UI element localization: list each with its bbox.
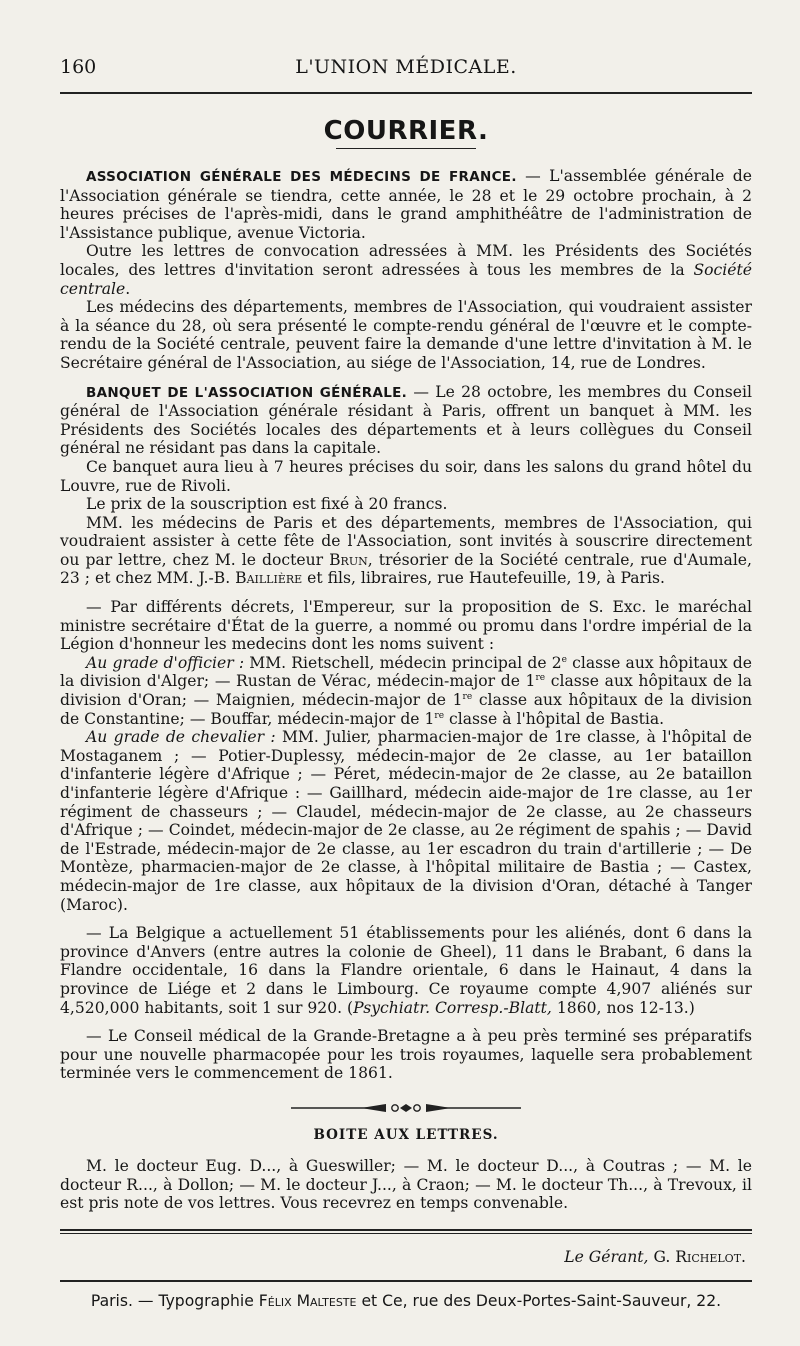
paragraph-text: MM. les médecins de Paris et des départements, membres de l'Association, qui voudraient assister à cette fête de l'Association, sont invités à souscrire directement ou par lettre, chez M. le docteur: [60, 513, 752, 569]
paragraph-text: MM. Rietschell, médecin principal de 2: [244, 653, 562, 672]
kicker-association: ASSOCIATION GÉNÉRALE DES MÉDECINS DE FRANCE.: [86, 169, 517, 185]
paragraph-text: — La Belgique a actuellement 51 établissements pour les aliénés, dont 6 dans la province d'Anvers (entre autres la colonie de Gheel), 11 dans le Brabant, 6 dans la Flandre occidentale, 16 dans la Flandre orientale, 6 dans le Hainaut, 4 dans la province de Liége et 2 dans le Limbourg. Ce royaume compte 4,907 aliénés sur 4,520,000 habitants, soit 1 sur 920. (: [60, 924, 752, 1017]
paragraph-text: — Le 28 octobre, les membres du Conseil général de l'Association générale résidant à Paris, offrent un banquet à MM. les Présidents des Sociétés locales des départements et à leurs collègues du Conseil général ne résidant pas dans la capitale.: [60, 382, 752, 458]
paragraph-text: .: [125, 279, 131, 298]
paragraph-pharmacopee: — Le Conseil médical de la Grande-Bretagne a à peu près terminé ses préparatifs pour une nouvelle pharmacopée pour les trois royaumes, laquelle sera probablement terminée vers le commencement de 1861.: [60, 1027, 752, 1083]
paragraph-text: et fils, libraires, rue Hautefeuille, 19, à Paris.: [302, 569, 665, 588]
running-head: [60, 56, 752, 84]
superscript: e: [561, 654, 567, 665]
paragraph-souscription: Le prix de la souscription est fixé à 20 francs.: [86, 495, 448, 514]
superscript: re: [535, 673, 546, 684]
header-rule: [60, 92, 752, 94]
italic-grade-chevalier: Au grade de chevalier :: [86, 728, 276, 747]
imprint-text: et Ce, rue des Deux-Portes-Saint-Sauveur, 22.: [356, 1291, 722, 1310]
page-number: 160: [60, 56, 97, 78]
paragraph-boite-aux-lettres: M. le docteur Eug. D..., à Gueswiller; — M. le docteur D..., à Coutras ; — M. le docteur R..., à Dollon; — M. le docteur J..., à Craon; — M. le docteur Th..., à Trevoux, il est pris note de vos lettres. Vous recevrez en temps convenable.: [60, 1156, 752, 1213]
paragraph-text: Outre les lettres de convocation adressées à MM. les Présidents des Sociétés locales, des lettres d'invitation seront adressées à tous les membres de la: [60, 242, 752, 279]
paragraph-text: classe aux hôpitaux de la division d'Oran; — Maignien, médecin-major de 1: [60, 672, 752, 710]
imprint-text: Paris. — Typographie: [90, 1291, 259, 1310]
paragraph-assemblee: [60, 167, 752, 242]
paragraph-banquet-lieu: Ce banquet aura lieu à 7 heures précises du soir, dans les salons du grand hôtel du Louvre, rue de Rivoli.: [60, 457, 752, 495]
signature: [60, 1248, 752, 1266]
imprint: [60, 1292, 752, 1310]
paragraph-officier: [60, 654, 752, 728]
ornament-icon: [291, 1101, 521, 1115]
running-title: L'UNION MÉDICALE.: [295, 56, 517, 78]
italic-societe: Société centrale: [60, 260, 752, 298]
paragraph-inscription: [60, 514, 752, 588]
title-underline: [336, 148, 476, 149]
superscript: re: [434, 710, 445, 721]
ornament-divider: [291, 1101, 521, 1115]
signature-label: Le Gérant,: [564, 1247, 649, 1266]
imprint-rule: [60, 1280, 752, 1282]
name-bailliere: Baillière: [235, 569, 303, 588]
paragraph-text: classe aux hôpitaux de la division de Constantine; — Bouffar, médecin-major de 1: [60, 691, 753, 728]
superscript: re: [462, 691, 473, 702]
footer-double-rule: [60, 1229, 752, 1234]
paragraph-departements: Les médecins des départements, membres de l'Association, qui voudraient assister à la séance du 28, où sera présenté le compte-rendu général de l'œuvre et le compte-rendu de la Société centrale, peuvent faire la demande d'une lettre d'invitation à M. le Secrétaire général de l'Association, au siége de l'Association, 14, rue de Londres.: [60, 298, 752, 372]
paragraph-text: 1860, nos 12-13.): [551, 998, 695, 1017]
paragraph-text: — L'assemblée générale de l'Association générale se tiendra, cette année, le 28 et le 29 octobre prochain, à 2 heures précises de l'après-midi, dans le grand amphithéâtre de l'administration de l'Assistance publique, avenue Victoria.: [60, 167, 752, 242]
paragraph-text: classe aux hôpitaux de la division d'Alger; — Rustan de Vérac, médecin-major de 1: [60, 653, 753, 691]
signature-name: G. Richelot.: [653, 1247, 746, 1266]
paragraph-chevalier: [60, 728, 752, 914]
name-brun: Brun: [329, 550, 368, 569]
paragraph-text: , trésorier de la Société centrale, rue d'Aumale, 23 ; et chez MM. J.-B.: [60, 550, 752, 588]
paragraph-banquet: [60, 383, 752, 458]
paragraph-belgique: [60, 924, 752, 1017]
italic-grade-officier: Au grade d'officier :: [86, 653, 245, 672]
boite-aux-lettres-title: BOITE AUX LETTRES.: [313, 1126, 499, 1143]
paragraph-convocation: [60, 242, 752, 298]
section-title: COURRIER.: [323, 116, 489, 146]
imprint-printer: Félix Malteste: [258, 1291, 357, 1310]
paragraph-decrets: — Par différents décrets, l'Empereur, sur la proposition de S. Exc. le maréchal ministre secrétaire d'État de la guerre, a nommé ou promu dans l'ordre impérial de la Légion d'honneur les medecins dont les noms suivent :: [60, 598, 752, 654]
paragraph-text: classe à l'hôpital de Bastia.: [444, 709, 665, 728]
paragraph-text: MM. Julier, pharmacien-major de 1re classe, à l'hôpital de Mostaganem ; — Potier-Duplessy, médecin-major de 2e classe, au 1er bataillon d'infanterie légère d'Afrique ; — Péret, médecin-major de 2e classe, au 2e bataillon d'infanterie légère d'Afrique : — Gaillhard, médecin aide-major de 1re classe, au 1er régiment de chasseurs ; — Claudel, médecin-major de 2e classe, au 2e chasseurs d'Afrique ; — Coindet, médecin-major de 2e classe, au 2e régiment de spahis ; — David de l'Estrade, médecin-major de 2e classe, au 1er escadron du train d'artillerie ; — De Montèze, pharmacien-major de 2e classe, à l'hôpital militaire de Bastia ; — Castex, médecin-major de 1re classe, aux hôpitaux de la division d'Oran, détaché à Tanger (Maroc).: [60, 728, 752, 914]
italic-citation: Psychiatr. Corresp.-Blatt,: [353, 998, 552, 1017]
kicker-banquet: BANQUET DE L'ASSOCIATION GÉNÉRALE.: [86, 384, 408, 401]
